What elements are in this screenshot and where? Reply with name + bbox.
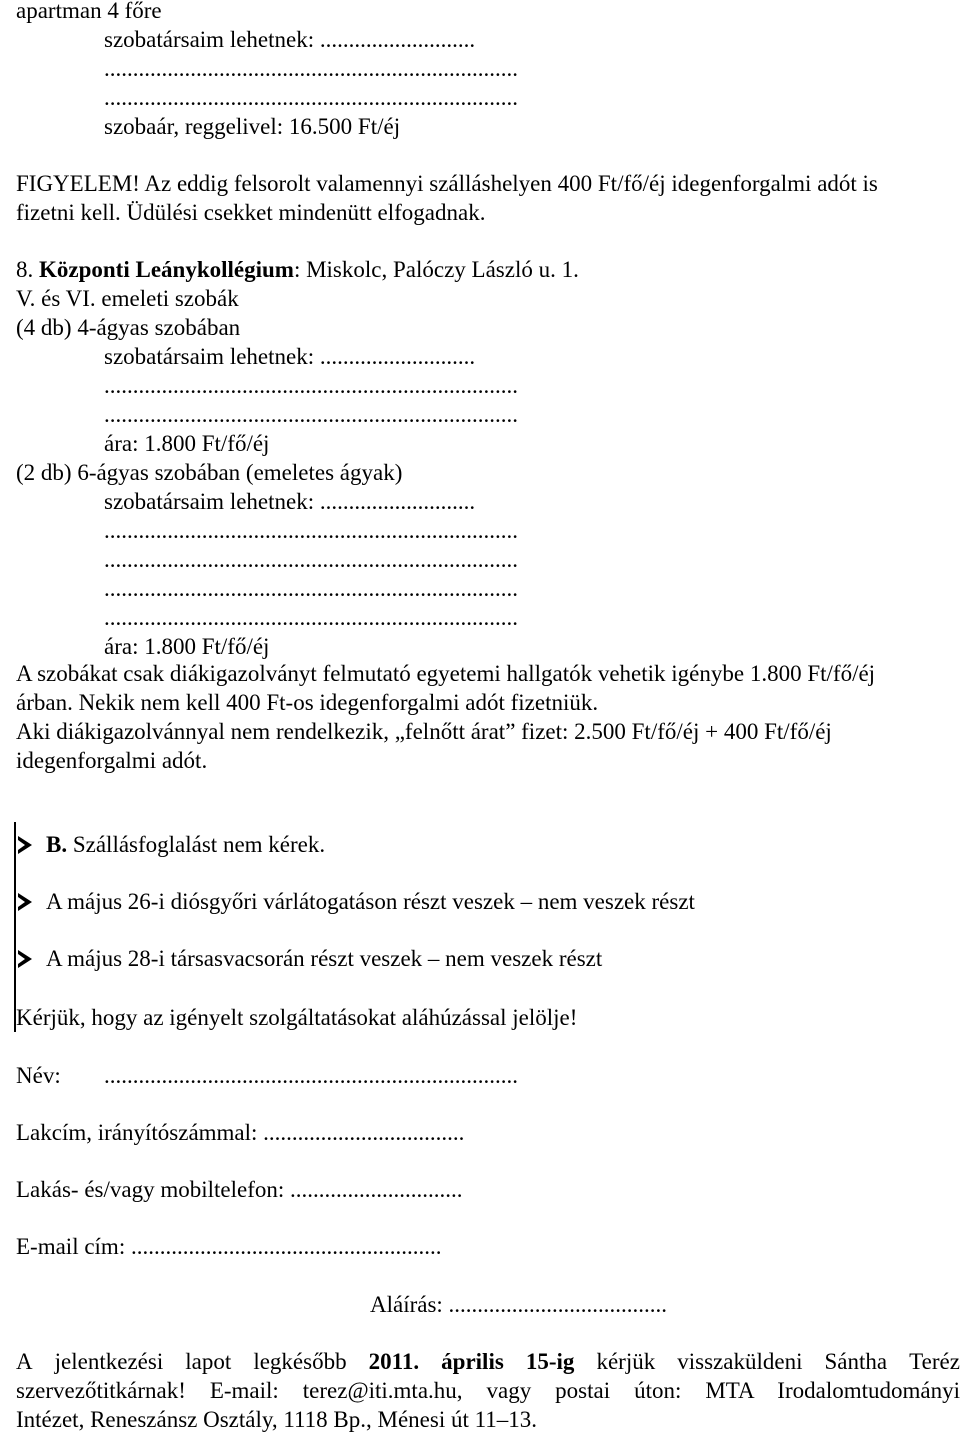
adult-note-line-1: Aki diákigazolvánnyal nem rendelkezik, „felnőtt árat” fizet: 2.500 Ft/fő/éj + 400 Ft/fő/éj [16,719,832,744]
room6-title: (2 db) 6-ágyas szobában (emeletes ágyak) [16,460,403,485]
dot-line[interactable]: ........................................................................ [104,402,518,427]
option-number: 8. [16,257,34,282]
notice-line-1: FIGYELEM! Az eddig felsorolt valamennyi szálláshelyen 400 Ft/fő/éj idegenforgalmi adót is [16,171,878,196]
footer-line-1 [16,1347,960,1376]
arrow-bullet-icon [18,893,32,911]
instruction-text: Kérjük, hogy az igényelt szolgáltatásokat aláhúzással jelölje! [16,1005,578,1030]
dot-line[interactable]: ........................................................................ [104,518,518,543]
footer-word: Teréz [909,1349,960,1374]
option-b-label: B. [46,832,68,857]
dot-line[interactable]: ........................................................................ [104,605,518,630]
dot-line[interactable]: ........................................................................ [104,547,518,572]
footer-deadline-day: 15-ig [525,1349,575,1374]
option-8-heading [16,255,579,284]
address-field[interactable]: Lakcím, irányítószámmal: ................................... [16,1120,465,1145]
room4-price: ára: 1.800 Ft/fő/éj [104,431,270,456]
room4-roommates-field[interactable]: szobatársaim lehetnek: ........................... [104,344,476,369]
apartment-heading: apartman 4 főre [16,0,162,23]
signature-field[interactable]: Aláírás: ...................................... [370,1292,668,1317]
footer-word: legkésőbb [253,1349,347,1374]
footer-word: jelentkezési [54,1349,164,1374]
student-note-line-1: A szobákat csak diákigazolványt felmutató egyetemi hallgatók vehetik igénybe 1.800 Ft/fő/éj [16,661,876,686]
option-b[interactable] [46,830,325,859]
dot-line[interactable]: ........................................................................ [104,576,518,601]
dormitory-address: : Miskolc, Palóczy László u. 1. [293,257,579,282]
phone-field[interactable]: Lakás- és/vagy mobiltelefon: .............................. [16,1177,463,1202]
name-label: Név: [16,1063,61,1088]
roommates-field[interactable]: szobatársaim lehetnek: ........................... [104,27,476,52]
footer-word: A [16,1349,33,1374]
arrow-bullet-icon [18,836,32,854]
name-field[interactable]: ........................................................................ [104,1063,518,1088]
footer-word: kérjük [596,1349,656,1374]
dinner-option[interactable]: A május 28-i társasvacsorán részt veszek – nem veszek részt [46,946,603,971]
adult-note-line-2: idegenforgalmi adót. [16,748,208,773]
footer-word: visszaküldeni [677,1349,803,1374]
footer-deadline-month: április [441,1349,504,1374]
room6-price: ára: 1.800 Ft/fő/éj [104,634,270,659]
margin-bar [14,822,16,1032]
arrow-bullet-icon [18,950,32,968]
castle-visit-option[interactable]: A május 26-i diósgyőri várlátogatáson részt veszek – nem veszek részt [46,889,695,914]
room6-roommates-field[interactable]: szobatársaim lehetnek: ........................... [104,489,476,514]
dormitory-name: Központi Leánykollégium [39,257,294,282]
email-field[interactable]: E-mail cím: ...................................................... [16,1234,442,1259]
dot-line[interactable]: ........................................................................ [104,56,518,81]
floors-line: V. és VI. emeleti szobák [16,286,239,311]
notice-line-2: fizetni kell. Üdülési csekket mindenütt elfogadnak. [16,200,486,225]
footer-line-3: Intézet, Reneszánsz Osztály, 1118 Bp., Ménesi út 11–13. [16,1407,537,1432]
footer-word: lapot [185,1349,232,1374]
student-note-line-2: árban. Nekik nem kell 400 Ft-os idegenforgalmi adót fizetniük. [16,690,599,715]
footer-deadline-year: 2011. [368,1349,420,1374]
dot-line[interactable]: ........................................................................ [104,373,518,398]
dot-line[interactable]: ........................................................................ [104,85,518,110]
apartment-price: szobaár, reggelivel: 16.500 Ft/éj [104,114,401,139]
footer-line-2: szervezőtitkárnak! E-mail: terez@iti.mta.hu, vagy postai úton: MTA Irodalomtudományi [16,1378,960,1403]
option-b-text: Szállásfoglalást nem kérek. [67,832,326,857]
room4-title: (4 db) 4-ágyas szobában [16,315,241,340]
footer-word: Sántha [824,1349,888,1374]
